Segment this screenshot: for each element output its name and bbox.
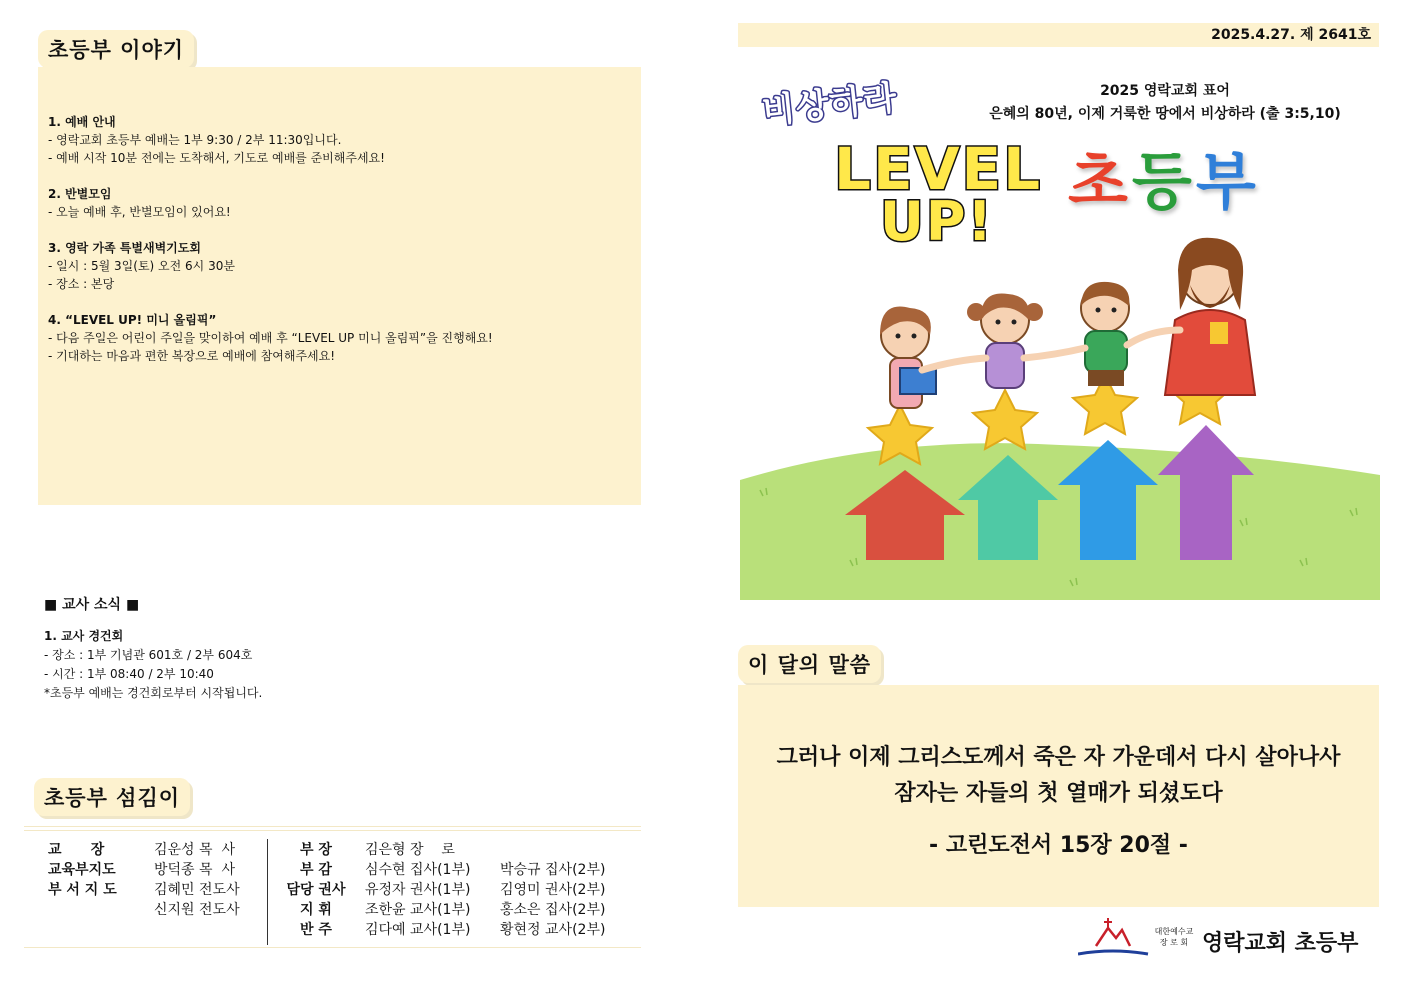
verse-line: 그러나 이제 그리스도께서 죽은 자 가운데서 다시 살아나사 <box>776 745 1341 770</box>
notice-block <box>48 185 631 221</box>
denomination-line: 장 로 회 <box>1159 938 1189 947</box>
girl-with-book-icon <box>880 307 936 408</box>
dept-char: 등 <box>1131 145 1196 218</box>
staff-tab: 초등부 섬김이 <box>34 778 190 816</box>
staff-name: 신지원 전도사 <box>154 902 240 918</box>
grass-hill <box>740 443 1380 600</box>
staff-divider <box>267 839 268 945</box>
staff-name: 김영미 권사(2부) <box>500 882 606 898</box>
church-denomination <box>1150 926 1198 948</box>
notice-box <box>38 67 641 505</box>
motto-text: 은혜의 80년, 이제 거룩한 땅에서 비상하라 (출 3:5,10) <box>989 106 1341 122</box>
staff-name: 유정자 권사(1부) <box>365 882 471 898</box>
teacher-news <box>44 596 262 703</box>
notice-block <box>48 239 631 293</box>
staff-name: 김다예 교사(1부) <box>365 922 471 938</box>
notice-line: - 기대하는 마음과 편한 복장으로 예배에 참여해주세요! <box>48 349 336 363</box>
notice-title: 4. “LEVEL UP! 미니 올림픽” <box>48 313 217 327</box>
dept-char: 초 <box>1068 145 1132 218</box>
notice-title: 1. 예배 안내 <box>48 115 116 129</box>
staff-name: 홍소은 집사(2부) <box>500 902 606 918</box>
notice-line: - 영락교회 초등부 예배는 1부 9:30 / 2부 11:30입니다. <box>48 133 342 147</box>
girl-pigtails-icon <box>967 294 1043 388</box>
motto <box>960 80 1370 126</box>
teacher-news-heading: ■ 교사 소식 ■ <box>44 597 140 613</box>
issue-number: 2025.4.27. 제 2641호 <box>738 23 1379 47</box>
staff-name: 김혜민 전도사 <box>154 882 240 898</box>
staff-name: 조한윤 교사(1부) <box>365 902 471 918</box>
boy-icon <box>1081 282 1129 386</box>
staff-name: 김운성 목 사 <box>154 842 235 858</box>
notice-title: 3. 영락 가족 특별새벽기도회 <box>48 241 201 255</box>
denomination-line: 대한예수교 <box>1154 927 1194 936</box>
verse-line: 잠자는 자들의 첫 열매가 되셨도다 <box>894 781 1223 806</box>
motto-title: 2025 영락교회 표어 <box>1100 83 1230 99</box>
notice-line: - 오늘 예배 후, 반별모임이 있어요! <box>48 205 231 219</box>
level-up-illustration <box>740 230 1380 600</box>
notice-title: 2. 반별모임 <box>48 187 112 201</box>
rise-logo: 비상하라 <box>760 77 900 132</box>
notice-block <box>48 113 631 167</box>
staff-role: 반 주 <box>300 922 332 938</box>
staff-name: 심수현 집사(1부) <box>365 862 471 878</box>
verse-tab: 이 달의 말씀 <box>738 645 881 683</box>
staff-role: 담당 권사 <box>286 882 346 898</box>
verse-reference: - 고린도전서 15장 20절 - <box>929 833 1188 858</box>
staff-role: 교육부지도 <box>48 862 116 878</box>
staff-table <box>24 826 641 948</box>
jesus-icon <box>1165 238 1255 395</box>
teacher-news-line: - 장소 : 1부 기념관 601호 / 2부 604호 <box>44 648 253 662</box>
dept-title <box>1068 132 1260 221</box>
story-tab: 초등부 이야기 <box>38 30 194 68</box>
staff-role: 교 장 <box>48 842 105 858</box>
star-icon <box>973 390 1037 449</box>
notice-line: - 장소 : 본당 <box>48 277 115 291</box>
teacher-news-line: *초등부 예배는 경건회로부터 시작됩니다. <box>44 686 263 700</box>
staff-name: 황현정 교사(2부) <box>500 922 606 938</box>
staff-name: 방덕종 목 사 <box>154 862 235 878</box>
staff-role: 부 서 지 도 <box>48 882 117 898</box>
teacher-news-line: - 시간 : 1부 08:40 / 2부 10:40 <box>44 667 214 681</box>
notice-line: - 예배 시작 10분 전에는 도착해서, 기도로 예배를 준비해주세요! <box>48 151 385 165</box>
notice-line: - 일시 : 5월 3일(토) 오전 6시 30분 <box>48 259 235 273</box>
verse-box <box>738 685 1379 907</box>
staff-name: 박승규 집사(2부) <box>500 862 606 878</box>
staff-role: 부 장 <box>300 842 332 858</box>
church-name: 영락교회 초등부 <box>1202 931 1359 956</box>
dept-char: 부 <box>1195 145 1260 218</box>
teacher-news-title: 1. 교사 경건회 <box>44 629 124 643</box>
staff-role: 지 휘 <box>300 902 332 918</box>
notice-line: - 다음 주일은 어린이 주일을 맞이하여 예배 후 “LEVEL UP 미니 올림픽”을 진행해요! <box>48 331 493 345</box>
level-text: LEVEL <box>834 135 1043 203</box>
up-text: UP! <box>880 190 995 253</box>
staff-name: 김은형 장 로 <box>365 842 455 858</box>
staff-role: 부 감 <box>300 862 332 878</box>
notice-block <box>48 311 631 365</box>
